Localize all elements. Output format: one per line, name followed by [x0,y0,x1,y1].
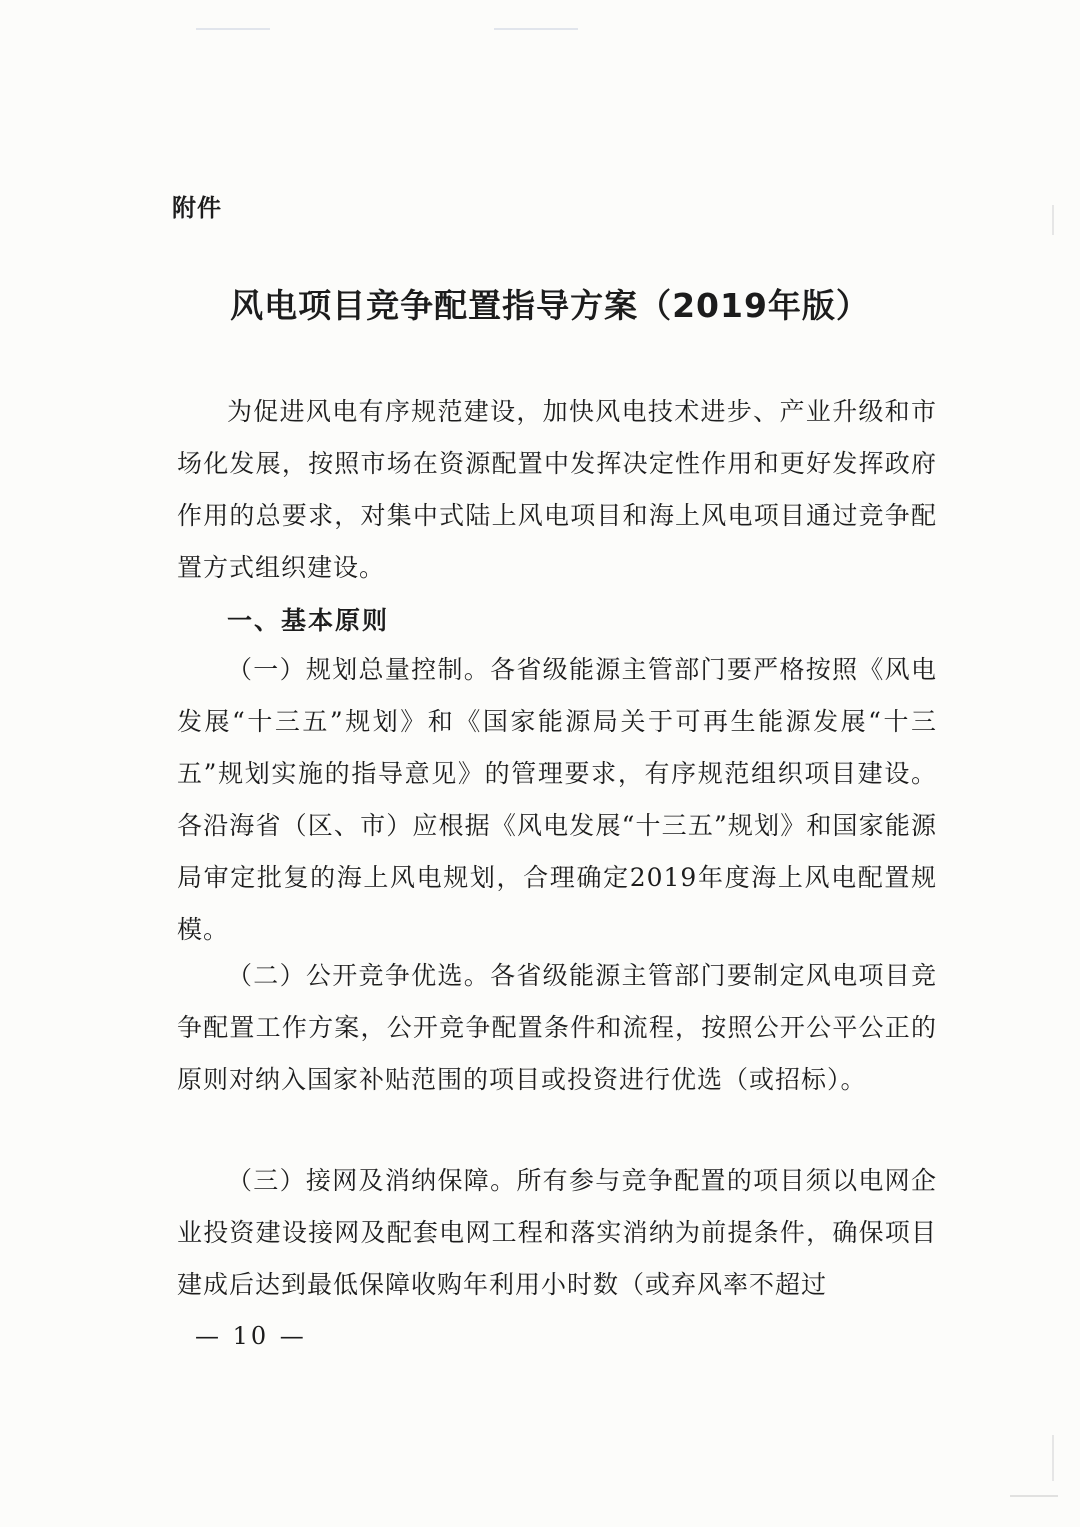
page-number: — 10 — [195,1322,307,1350]
principle-paragraph-grid: （三）接网及消纳保障。所有参与竞争配置的项目须以电网企业投资建设接网及配套电网工程和落实消纳为前提条件，确保项目建成后达到最低保障收购年利用小时数（或弃风率不超过 [177,1166,937,1299]
principle-paragraph-competition: （二）公开竞争优选。各省级能源主管部门要制定风电项目竞争配置工作方案，公开竞争配置条件和流程，按照公开公平公正的原则对纳入国家补贴范围的项目或投资进行优选（或招标）。 [177,961,937,1094]
scan-edge-mark [1052,205,1054,235]
intro-paragraph: 为促进风电有序规范建设，加快风电技术进步、产业升级和市场化发展，按照市场在资源配置中发挥决定性作用和更好发挥政府作用的总要求，对集中式陆上风电项目和海上风电项目通过竞争配置方式组织建设。 [177,397,937,582]
scan-edge-mark [196,28,270,30]
document-title: 风电项目竞争配置指导方案（2019年版） [230,286,870,325]
scan-edge-mark [494,28,578,30]
section-heading: 一、基本原则 [227,606,390,635]
scan-edge-mark [1052,1435,1054,1481]
principle-paragraph-planning: （一）规划总量控制。各省级能源主管部门要严格按照《风电发展“十三五”规划》和《国家能源局关于可再生能源发展“十三五”规划实施的指导意见》的管理要求，有序规范组织项目建设。各沿海省（区、市）应根据《风电发展“十三五”规划》和国家能源局审定批复的海上风电规划，合理确定2019年度海上风电配置规模。 [177,655,937,944]
attachment-label: 附件 [172,194,222,222]
scan-edge-mark [1010,1495,1058,1497]
